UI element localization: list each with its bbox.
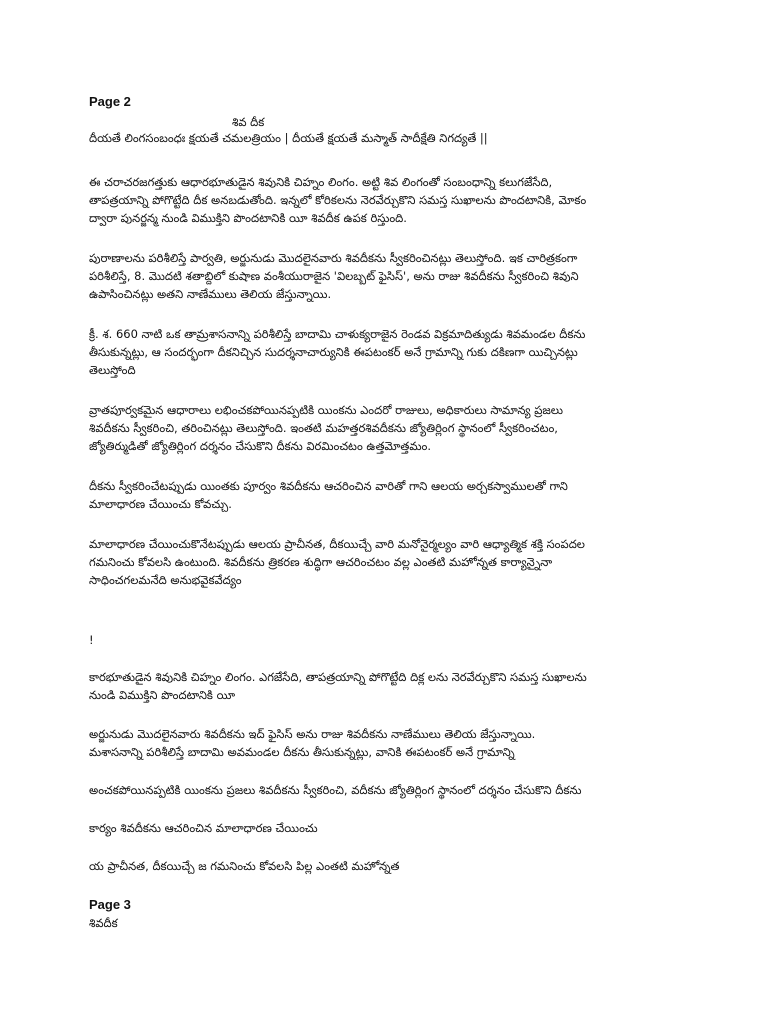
- fragment-line: య ప్రాచీనత, దీకయిచ్చే జ గమనించు కోవలసి పిల్ల ఎంతటి మహోన్నత: [89, 859, 400, 873]
- exclamation-mark: !: [89, 633, 94, 647]
- fragment-line: కార్యం శివదీకను ఆచరించిన మాలాధారణ చేయించు: [89, 821, 318, 835]
- page-3-title: శివదీక: [89, 916, 118, 930]
- sanskrit-verse: దీయతే లింగసంబంధః క్షయతే చమలత్రియం | దీయతే క్షయతే మస్మాత్ సాదీక్షేతి నిగద్యతే ||: [89, 131, 488, 145]
- page-3-label: Page 3: [89, 897, 131, 912]
- fragment-line: అంచకపోయినప్పటికి యింకను ప్రజలు శివదీకను స్వీకరించి, వదీకను జ్యోతిర్లింగ స్థానంలో దర్శనం చేసుకొని దీకను: [89, 783, 582, 797]
- paragraph-line: పురాణాలను పరిశీలిస్తే పార్వతి, అర్జునుడు మొదలైనవారు శివదీకను స్వీకరించినట్లు తెలుస్తోంది. ఇక చారిత్రకంగా: [89, 251, 578, 265]
- paragraph-line: జ్యోతిర్ముడితో జ్యోతిర్లింగ దర్శనం చేసుకొని దీకను విరమించటం ఉత్తమోత్తమం.: [89, 439, 432, 453]
- paragraph-line: క్రీ. శ. 660 నాటి ఒక తామ్రశాసనాన్ని పరిశీలిస్తే బాదామి చాళుక్యరాజైన రెండవ విక్రమాదిత్యుడు శివమండల దీకను: [89, 327, 586, 341]
- paragraph-line: పరిశీలిస్తే, 8. మొదటి శతాబ్దిలో కుషాణ వంశీయురాజైన 'విలబ్బట్ ఫైసిస్', అను రాజు శివదీకను స్వీకరించి శివుని: [89, 269, 579, 283]
- paragraph-line: మాలాధారణ చేయించుకొనేటప్పుడు ఆలయ ప్రాచీనత, దీకయిచ్చే వారి మనోనైర్మల్యం వారి ఆధ్యాత్మిక శక్తి సంపదల: [89, 537, 585, 551]
- fragment-line: కారభూతుడైన శివునికి చిహ్నం లింగం. ఎగజేసేది, తాపత్రయాన్ని పోగొట్టేది దిక్ల లను నెరవేర్చుకొని సమస్త సుఖాలను: [89, 670, 587, 684]
- page-2-label: Page 2: [89, 94, 131, 109]
- paragraph-line: గమనించు కోవలసి ఉంటుంది. శివదీకను త్రికరణ శుద్ధిగా ఆచరించటం వల్ల ఎంతటి మహోన్నత కార్యాన్నైనా: [89, 555, 553, 569]
- paragraph-line: ఉపాసించినట్లు అతని నాణేములు తెలియ జేస్తున్నాయి.: [89, 287, 332, 301]
- page-2-title: శివ దీక: [232, 115, 265, 129]
- paragraph-line: తాపత్రయాన్ని పోగొట్టేది దీక అనబడుతోంది. ఇన్నలో కోరికలను నెరవేర్చుకొని సమస్త సుఖాలను పొందటానికి, మోకం: [89, 193, 587, 207]
- fragment-line: అర్జునుడు మొదలైనవారు శివదీకను ఇద్ ఫైసిస్ అను రాజు శివదీకను నాణేములు తెలియ జేస్తున్నాయి.: [89, 727, 536, 741]
- fragment-line: మశాసనాన్ని పరిశీలిస్తే బాదామి అవమండల దీకను తీసుకున్నట్లు, వానికి ఈపటంకర్ అనే గ్రామాన్ని: [89, 745, 515, 759]
- paragraph-line: శివదీకను స్వీకరించి, తరించినట్లు తెలుస్తోంది. ఇంతటి మహత్తరశివదీకను జ్యోతిర్లింగ స్థానంలో స్వీకరించటం,: [89, 421, 558, 435]
- fragment-line: నుండి విముక్తిని పొందటానికి యీ: [89, 688, 236, 702]
- paragraph-line: ఈ చరాచరజగత్తుకు ఆధారభూతుడైన శివునికి చిహ్నం లింగం. అట్టి శివ లింగంతో సంబంధాన్ని కలుగజేసేది,: [89, 175, 553, 189]
- paragraph-line: మాలాధారణ చేయించు కోవచ్చు.: [89, 497, 232, 511]
- paragraph-line: తీసుకున్నట్లు, ఆ సందర్భంగా దీకనిచ్చిన సుదర్శనాచార్యునికి ఈపటంకర్ అనే గ్రామాన్ని గుకు దకిణగా యిచ్చినట్లు: [89, 345, 578, 359]
- paragraph-line: ద్వారా పునర్జన్మ నుండి విముక్తిని పొందటానికి యీ శివదీక ఉపక రిస్తుంది.: [89, 211, 407, 225]
- paragraph-line: దీకను స్వీకరించేటప్పుడు యింతకు పూర్వం శివదీకను ఆచరించిన వారితో గాని ఆలయ అర్చకస్వాములతో గాని: [89, 479, 568, 493]
- paragraph-line: వ్రాతపూర్వకమైన ఆధారాలు లభించకపోయినప్పటికి యింకను ఎందరో రాజులు, అధికారులు సామాన్య ప్రజలు: [89, 403, 563, 417]
- paragraph-line: తెలుస్తోంది: [89, 363, 136, 377]
- paragraph-line: సాధించగలమనేది అనుభవైకవేద్యం: [89, 573, 242, 587]
